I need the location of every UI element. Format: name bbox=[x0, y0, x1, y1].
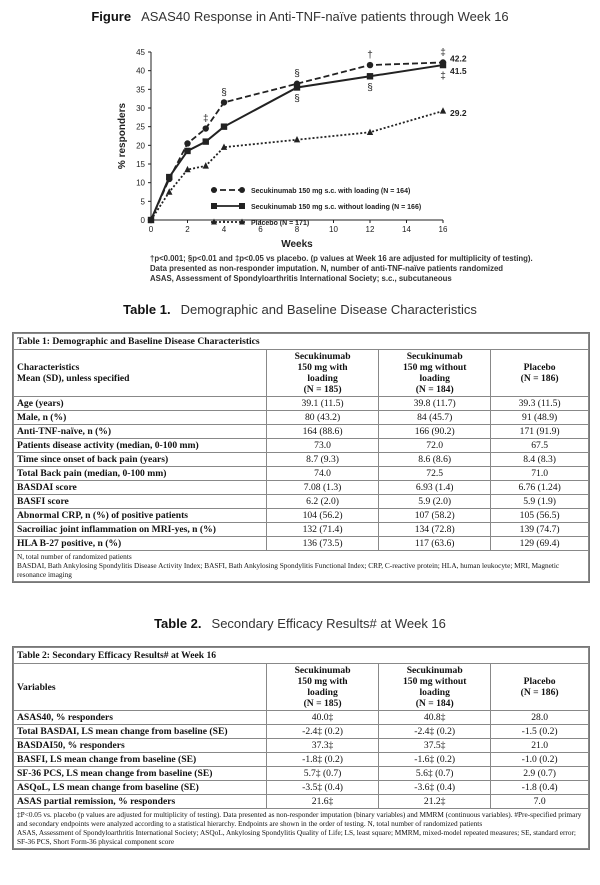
data-point bbox=[166, 174, 172, 180]
table-footnote-row bbox=[14, 551, 589, 582]
table-row bbox=[14, 411, 589, 425]
significance-marker: § bbox=[367, 82, 373, 94]
data-point bbox=[294, 136, 300, 142]
table-cell: 136 (73.5) bbox=[267, 537, 379, 551]
table-cell: 171 (91.9) bbox=[491, 425, 589, 439]
table-cell: 139 (74.7) bbox=[491, 523, 589, 537]
table-cell: -1.8‡ (0.2) bbox=[267, 753, 379, 767]
end-value-label: 41.5 bbox=[450, 66, 467, 77]
row-label: Time since onset of back pain (years) bbox=[14, 453, 267, 467]
row-label: Anti-TNF-naïve, n (%) bbox=[14, 425, 267, 439]
data-point bbox=[203, 138, 209, 144]
table-cell: 72.5 bbox=[379, 467, 491, 481]
table-row bbox=[14, 711, 589, 725]
table-row bbox=[14, 425, 589, 439]
table-row bbox=[14, 453, 589, 467]
table-footnote-row bbox=[14, 809, 589, 849]
table-cell: -1.0 (0.2) bbox=[491, 753, 589, 767]
row-label: ASQoL, LS mean change from baseline (SE) bbox=[14, 781, 267, 795]
data-point bbox=[221, 99, 227, 105]
end-value-label: 29.2 bbox=[450, 107, 467, 118]
y-tick-label: 35 bbox=[136, 85, 145, 95]
table-cell: -3.6‡ (0.4) bbox=[379, 781, 491, 795]
table-cell: 166 (90.2) bbox=[379, 425, 491, 439]
figure-note-3: ASAS, Assessment of Spondyloarthritis International Society; s.c., subcutaneous bbox=[150, 274, 452, 283]
table1-container bbox=[12, 332, 590, 583]
table-cell: 21.2‡ bbox=[379, 795, 491, 809]
efficacy-table bbox=[13, 647, 589, 849]
x-tick-label: 16 bbox=[438, 225, 448, 234]
y-tick-label: 45 bbox=[136, 48, 145, 57]
table-cell: 84 (45.7) bbox=[379, 411, 491, 425]
row-label: ASAS40, % responders bbox=[14, 711, 267, 725]
table2-caption-text: Secondary Efficacy Results# at Week 16 bbox=[211, 616, 446, 631]
row-label: SF-36 PCS, LS mean change from baseline (SE) bbox=[14, 767, 267, 781]
y-tick-label: 40 bbox=[136, 66, 145, 76]
row-label: BASFI score bbox=[14, 495, 267, 509]
table-cell: -1.6‡ (0.2) bbox=[379, 753, 491, 767]
table-cell: -1.5 (0.2) bbox=[491, 725, 589, 739]
table-cell: 5.9 (2.0) bbox=[379, 495, 491, 509]
significance-marker: † bbox=[367, 50, 373, 62]
figure-notes bbox=[150, 254, 570, 284]
table-cell: 5.7‡ (0.7) bbox=[267, 767, 379, 781]
table-cell: 164 (88.6) bbox=[267, 425, 379, 439]
x-tick-label: 14 bbox=[402, 225, 411, 234]
legend-marker bbox=[211, 187, 217, 193]
data-point bbox=[440, 107, 446, 113]
row-label: Total Back pain (median, 0-100 mm) bbox=[14, 467, 267, 481]
data-point bbox=[367, 62, 373, 68]
row-label: Age (years) bbox=[14, 397, 267, 411]
table-row bbox=[14, 509, 589, 523]
table-cell: 71.0 bbox=[491, 467, 589, 481]
table-row bbox=[14, 467, 589, 481]
figure-label: Figure bbox=[91, 9, 132, 24]
legend-entry: Secukinumab 150 mg s.c. with loading (N = 164) bbox=[251, 188, 411, 195]
y-axis-label: % responders bbox=[117, 102, 128, 170]
data-point bbox=[440, 62, 446, 68]
table-row bbox=[14, 439, 589, 453]
table2-label: Table 2. bbox=[154, 616, 202, 631]
table1-label: Table 1. bbox=[123, 302, 171, 317]
table1-caption bbox=[0, 302, 600, 317]
row-label: Male, n (%) bbox=[14, 411, 267, 425]
table-cell: 72.0 bbox=[379, 439, 491, 453]
x-tick-label: 2 bbox=[185, 225, 190, 234]
table-cell: -2.4‡ (0.2) bbox=[379, 725, 491, 739]
table-footnote: N, total number of randomized patients BASDAI, Bath Ankylosing Spondylitis Disease Activity Index; BASFI, Bath Ankylosing Spondylitis Functional Index; CRP, C-reactive protein; HLA, human leukocyte; MRI, Magnetic resonance imaging bbox=[14, 551, 589, 582]
table-row bbox=[14, 523, 589, 537]
table-cell: 132 (71.4) bbox=[267, 523, 379, 537]
table2-container bbox=[12, 646, 590, 850]
table-cell: 6.93 (1.4) bbox=[379, 481, 491, 495]
column-header: Variables bbox=[14, 664, 267, 711]
table-cell: 8.4 (8.3) bbox=[491, 453, 589, 467]
table-row bbox=[14, 739, 589, 753]
table-cell: 8.7 (9.3) bbox=[267, 453, 379, 467]
legend-marker bbox=[239, 187, 245, 193]
legend-marker bbox=[211, 203, 217, 209]
table-cell: 39.3 (11.5) bbox=[491, 397, 589, 411]
table-title-row bbox=[14, 334, 589, 350]
table-row bbox=[14, 725, 589, 739]
y-tick-label: 30 bbox=[136, 104, 145, 113]
chart-svg bbox=[115, 40, 495, 250]
table-cell: 40.0‡ bbox=[267, 711, 379, 725]
x-tick-label: 0 bbox=[148, 225, 154, 234]
data-point bbox=[294, 84, 300, 90]
table-title: Table 1: Demographic and Baseline Disease Characteristics bbox=[14, 334, 589, 350]
y-tick-label: 5 bbox=[140, 197, 145, 207]
table-cell: 73.0 bbox=[267, 439, 379, 453]
x-tick-label: 6 bbox=[258, 225, 263, 234]
row-label: Patients disease activity (median, 0-100 mm) bbox=[14, 439, 267, 453]
table-cell: 5.6‡ (0.7) bbox=[379, 767, 491, 781]
table-cell: 117 (63.6) bbox=[379, 537, 491, 551]
row-label: BASFI, LS mean change from baseline (SE) bbox=[14, 753, 267, 767]
data-point bbox=[184, 140, 190, 146]
table-cell: 7.0 bbox=[491, 795, 589, 809]
table-cell: 80 (43.2) bbox=[267, 411, 379, 425]
column-header: Secukinumab 150 mg with loading (N = 185) bbox=[267, 664, 379, 711]
table-cell: -1.8 (0.4) bbox=[491, 781, 589, 795]
table-title-row bbox=[14, 648, 589, 664]
table-cell: 39.8 (11.7) bbox=[379, 397, 491, 411]
x-tick-label: 4 bbox=[221, 225, 227, 234]
column-header: Secukinumab 150 mg with loading (N = 185) bbox=[267, 350, 379, 397]
row-label: BASDAI score bbox=[14, 481, 267, 495]
table-cell: 91 (48.9) bbox=[491, 411, 589, 425]
table-cell: 74.0 bbox=[267, 467, 379, 481]
table-header-row bbox=[14, 664, 589, 711]
table-cell: 6.76 (1.24) bbox=[491, 481, 589, 495]
table-cell: 8.6 (8.6) bbox=[379, 453, 491, 467]
table-row bbox=[14, 397, 589, 411]
figure-title-text: ASAS40 Response in Anti-TNF-naïve patients through Week 16 bbox=[141, 9, 509, 24]
legend-entry: Secukinumab 150 mg s.c. without loading (N = 166) bbox=[251, 204, 422, 211]
table-cell: 39.1 (11.5) bbox=[267, 397, 379, 411]
significance-marker: ‡ bbox=[440, 47, 446, 59]
column-header: Placebo (N = 186) bbox=[491, 350, 589, 397]
column-header: Placebo (N = 186) bbox=[491, 664, 589, 711]
table-footnote: ‡P<0.05 vs. placebo (p values are adjusted for multiplicity of testing). Data presented as non-responder imputation (binary variables) and MMRM (continuous variables). #Pre-specified primary and secondary endpoints were analyzed according to a statistical hierarchy. Endpoints are shown in the order of testing. N, total number of randomized patients ASAS, Assessment of Spondyloarthritis International Society; ASQoL, Ankylosing Spondylitis Quality of Life; LS, least square; MMRM, mixed-model repeated measures; SE, standard error; SF-36 PCS, Short Form-36 physical component score bbox=[14, 809, 589, 849]
demographics-table bbox=[13, 333, 589, 582]
data-point bbox=[203, 125, 209, 131]
significance-marker: § bbox=[221, 87, 227, 99]
table-row bbox=[14, 753, 589, 767]
row-label: BASDAI50, % responders bbox=[14, 739, 267, 753]
row-label: HLA B-27 positive, n (%) bbox=[14, 537, 267, 551]
table-row bbox=[14, 767, 589, 781]
x-tick-label: 12 bbox=[365, 225, 375, 234]
x-axis-label: Weeks bbox=[281, 239, 313, 250]
row-label: Sacroiliac joint inflammation on MRI-yes, n (%) bbox=[14, 523, 267, 537]
y-tick-label: 25 bbox=[136, 122, 145, 132]
data-point bbox=[184, 148, 190, 154]
table-cell: 40.8‡ bbox=[379, 711, 491, 725]
significance-marker: ‡ bbox=[440, 71, 446, 83]
table-cell: 105 (56.5) bbox=[491, 509, 589, 523]
legend-entry: Placebo (N = 171) bbox=[251, 220, 310, 227]
table-cell: 6.2 (2.0) bbox=[267, 495, 379, 509]
y-tick-label: 0 bbox=[140, 216, 145, 225]
y-tick-label: 15 bbox=[136, 160, 145, 169]
table-row bbox=[14, 495, 589, 509]
table-cell: 129 (69.4) bbox=[491, 537, 589, 551]
row-label: ASAS partial remission, % responders bbox=[14, 795, 267, 809]
significance-marker: § bbox=[294, 93, 300, 105]
table-row bbox=[14, 795, 589, 809]
table-header-row bbox=[14, 350, 589, 397]
table-cell: 134 (72.8) bbox=[379, 523, 491, 537]
table-cell: 21.0 bbox=[491, 739, 589, 753]
x-tick-label: 8 bbox=[294, 225, 300, 234]
table-cell: 104 (56.2) bbox=[267, 509, 379, 523]
figure-note-1: †p<0.001; §p<0.01 and ‡p<0.05 vs placebo. (p values at Week 16 are adjusted for multiplicity of testing). bbox=[150, 254, 533, 263]
column-header: Secukinumab 150 mg without loading (N = 184) bbox=[379, 350, 491, 397]
table-row bbox=[14, 537, 589, 551]
column-header: Characteristics Mean (SD), unless specified bbox=[14, 350, 267, 397]
table-row bbox=[14, 481, 589, 495]
table-cell: 67.5 bbox=[491, 439, 589, 453]
table-cell: 37.5‡ bbox=[379, 739, 491, 753]
table1-caption-text: Demographic and Baseline Disease Characteristics bbox=[180, 302, 477, 317]
table-cell: 7.08 (1.3) bbox=[267, 481, 379, 495]
table-cell: 37.3‡ bbox=[267, 739, 379, 753]
table-cell: 28.0 bbox=[491, 711, 589, 725]
table-cell: 5.9 (1.9) bbox=[491, 495, 589, 509]
y-tick-label: 10 bbox=[136, 178, 145, 188]
table-title: Table 2: Secondary Efficacy Results# at Week 16 bbox=[14, 648, 589, 664]
row-label: Abnormal CRP, n (%) of positive patients bbox=[14, 509, 267, 523]
end-value-label: 42.2 bbox=[450, 53, 467, 64]
y-tick-label: 20 bbox=[136, 141, 145, 151]
asas40-line-chart bbox=[115, 40, 495, 255]
figure-title bbox=[0, 9, 600, 24]
table-cell: 21.6‡ bbox=[267, 795, 379, 809]
table-cell: -3.5‡ (0.4) bbox=[267, 781, 379, 795]
table-cell: -2.4‡ (0.2) bbox=[267, 725, 379, 739]
row-label: Total BASDAI, LS mean change from baseline (SE) bbox=[14, 725, 267, 739]
column-header: Secukinumab 150 mg without loading (N = 184) bbox=[379, 664, 491, 711]
data-point bbox=[367, 73, 373, 79]
data-point bbox=[221, 123, 227, 129]
significance-marker: ‡ bbox=[202, 113, 209, 125]
legend-marker bbox=[239, 203, 245, 209]
figure-note-2: Data presented as non-responder imputation. N, number of anti-TNF-naïve patients randomized bbox=[150, 264, 504, 273]
table-cell: 2.9 (0.7) bbox=[491, 767, 589, 781]
table2-caption bbox=[0, 616, 600, 631]
significance-marker: § bbox=[294, 68, 300, 80]
table-row bbox=[14, 781, 589, 795]
x-tick-label: 10 bbox=[329, 225, 338, 234]
table-cell: 107 (58.2) bbox=[379, 509, 491, 523]
